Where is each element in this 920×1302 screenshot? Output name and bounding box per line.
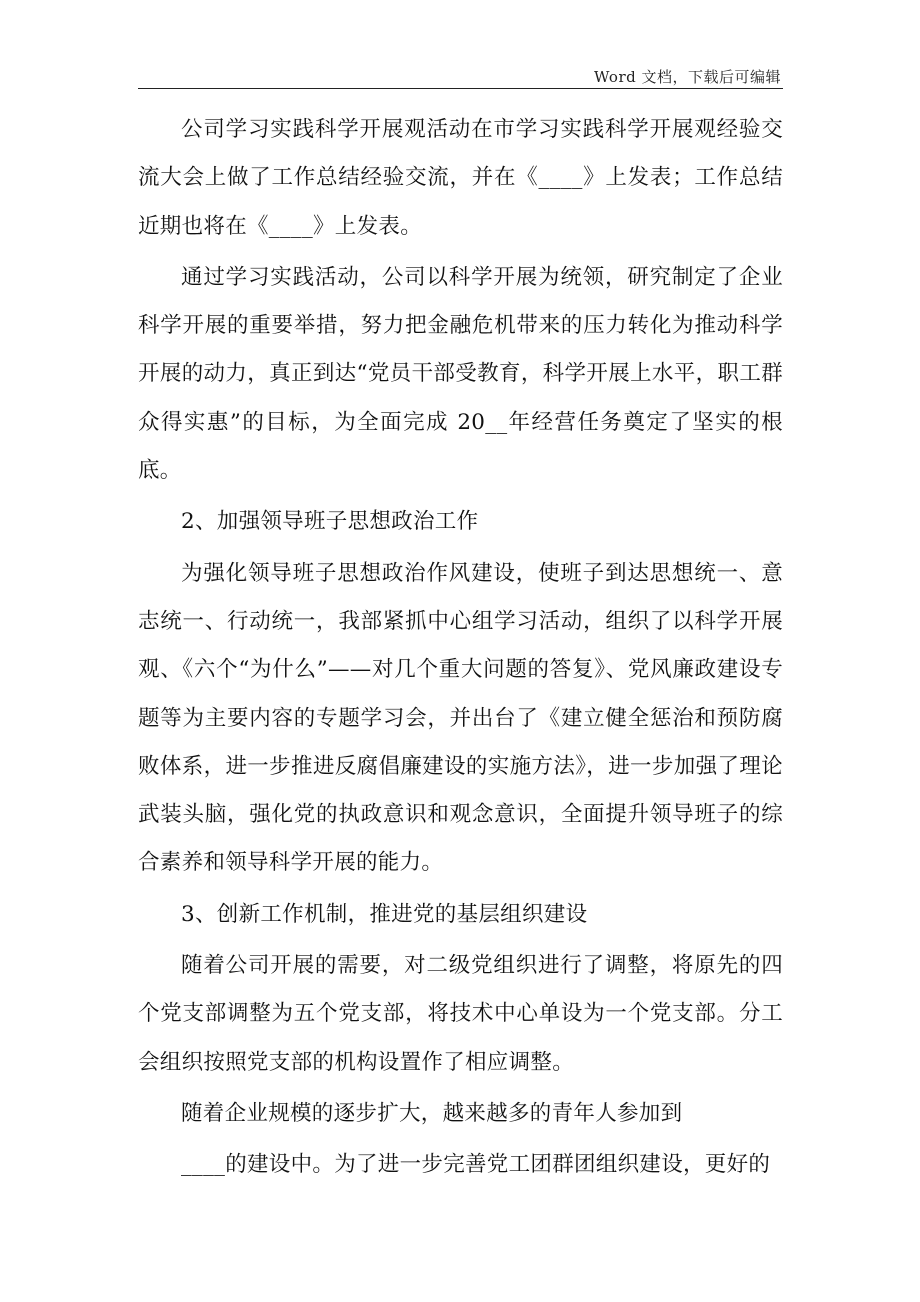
paragraph-youth-continued: ____的建设中。为了进一步完善党工团群团组织建设，更好的 xyxy=(181,1152,771,1178)
paragraph-practice-results: 通过学习实践活动，公司以科学开展为统领，研究制定了企业科学开展的重要举措，努力把金融危机带来的压力转化为推动科学开展的动力，真正到达“党员干部受教育，科学开展上水平，职工群众得实惠”的目标，为全面完成 20__年经营任务奠定了坚实的根底。 xyxy=(138,264,783,484)
paragraph-party-adjustment: 随着公司开展的需要，对二级党组织进行了调整，将原先的四个党支部调整为五个党支部，将技术中心单设为一个党支部。分工会组织按照党支部的机构设置作了相应调整。 xyxy=(138,953,783,1075)
section-heading-2: 2、加强领导班子思想政治工作 xyxy=(181,509,479,535)
document-body xyxy=(138,106,783,1193)
section-heading-3: 3、创新工作机制，推进党的基层组织建设 xyxy=(181,901,588,927)
page-header xyxy=(138,62,783,89)
paragraph-activity-report: 公司学习实践科学开展观活动在市学习实践科学开展观经验交流大会上做了工作总结经验交流，并在《____》上发表；工作总结近期也将在《____》上发表。 xyxy=(138,117,783,239)
paragraph-leadership-work: 为强化领导班子思想政治作风建设，使班子到达思想统一、意志统一、行动统一，我部紧抓中心组学习活动，组织了以科学开展观、《六个“为什么”——对几个重大问题的答复》、党风廉政建设专题等为主要内容的专题学习会，并出台了《建立健全惩治和预防腐败体系，进一步推进反腐倡廉建设的实施方法》，进一步加强了理论武装头脑，强化党的执政意识和观念意识，全面提升领导班子的综合素养和领导科学开展的能力。 xyxy=(138,560,783,876)
paragraph-youth-intro: 随着企业规模的逐步扩大，越来越多的青年人参加到 xyxy=(181,1100,683,1126)
header-text: Word 文档，下载后可编辑 xyxy=(594,68,781,86)
